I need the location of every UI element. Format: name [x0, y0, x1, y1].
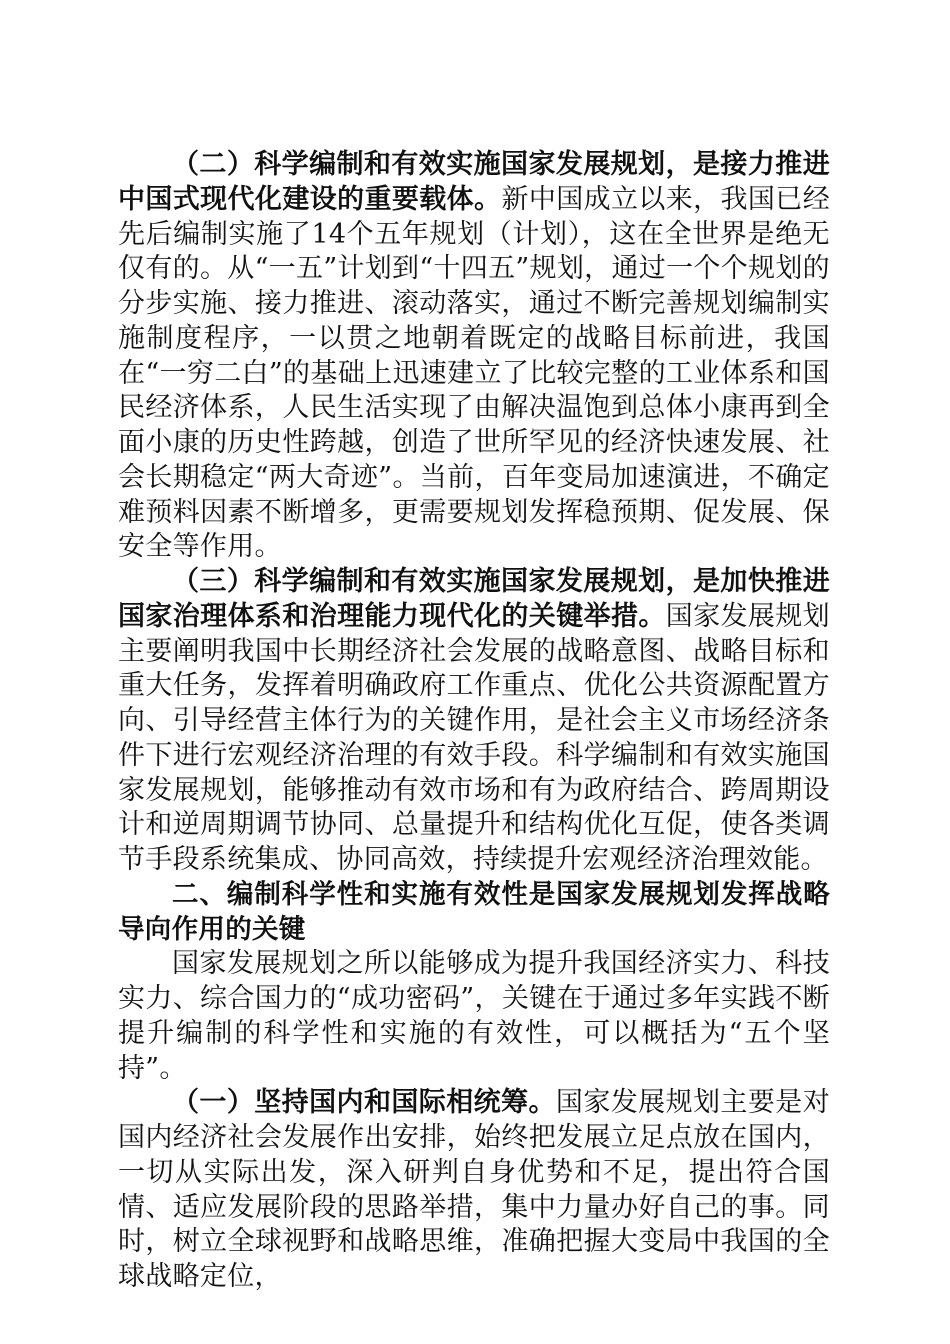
paragraph-lead: （二）科学编制和有效实施国家发展规划，是接力推进中国式现代化建设的重要载体。	[118, 149, 830, 215]
paragraph-body: 国家发展规划主要阐明我国中长期经济社会发展的战略意图、战略目标和重大任务，发挥着明确政府工作重点、优化公共资源配置方向、引导经营主体行为的关键作用，是社会主义市场经济条件下进行宏观经济治理的有效手段。科学编制和有效实施国家发展规划，能够推动有效市场和有为政府结合、跨周期设计和逆周期调节协同、总量提升和结构优化互促，使各类调节手段系统集成、协同高效，持续提升宏观经济治理效能。	[118, 600, 830, 875]
document-page	[118, 148, 830, 1295]
paragraph-body: 新中国成立以来，我国已经先后编制实施了14个五年规划（计划），这在全世界是绝无仅有的。从“一五”计划到“十四五”规划，通过一个个规划的分步实施、接力推进、滚动落实，通过不断完善规划编制实施制度程序，一以贯之地朝着既定的战略目标前进，我国在“一穷二白”的基础上迅速建立了比较完整的工业体系和国民经济体系，人民生活实现了由解决温饱到总体小康再到全面小康的历史性跨越，创造了世所罕见的经济快速发展、社会长期稳定“两大奇迹”。当前，百年变局加速演进，不确定难预料因素不断增多，更需要规划发挥稳预期、促发展、保安全等作用。	[118, 183, 830, 563]
paragraph-lead: （三）科学编制和有效实施国家发展规划，是加快推进国家治理体系和治理能力现代化的关键举措。	[118, 566, 830, 632]
paragraph-body: 国家发展规划主要是对国内经济社会发展作出安排，始终把发展立足点放在国内，一切从实际出发，深入研判自身优势和不足，提出符合国情、适应发展阶段的思路举措，集中力量办好自己的事。同时，树立全球视野和战略思维，准确把握大变局中我国的全球战略定位，	[118, 1087, 831, 1292]
section-heading: 二、编制科学性和实施有效性是国家发展规划发挥战略导向作用的关键	[118, 878, 830, 945]
paragraph-2	[118, 148, 830, 565]
paragraph-lead: （一）坚持国内和国际相统筹。	[172, 1087, 556, 1119]
paragraph-final	[118, 1086, 830, 1295]
intro-paragraph: 国家发展规划之所以能够成为提升我国经济实力、科技实力、综合国力的“成功密码”，关键在于通过多年实践不断提升编制的科学性和实施的有效性，可以概括为“五个坚持”。	[118, 948, 830, 1084]
paragraph-3	[118, 565, 830, 878]
